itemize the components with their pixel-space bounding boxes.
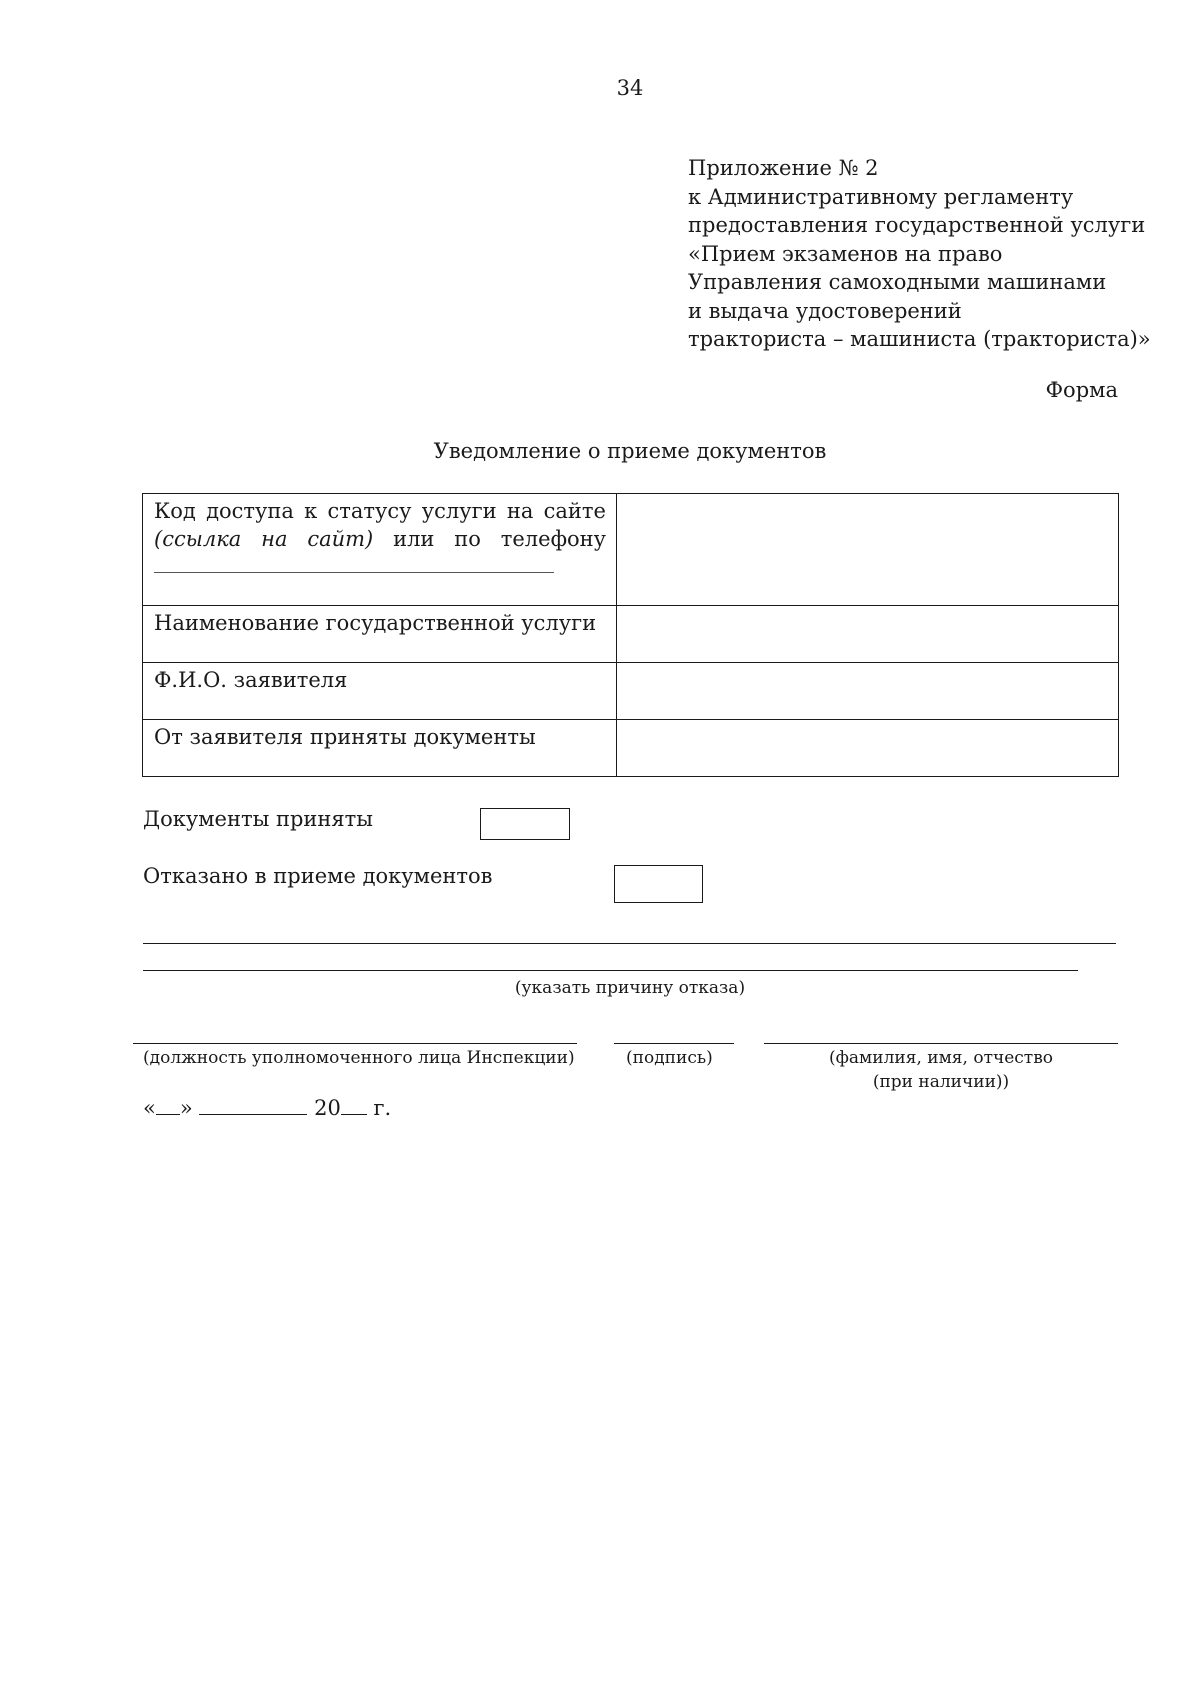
page-number: 34: [616, 76, 644, 100]
date-month-blank[interactable]: [199, 1096, 307, 1115]
label-word: или: [393, 527, 435, 551]
refusal-reason-caption: (указать причину отказа): [514, 978, 746, 998]
label-word: услуги: [421, 499, 497, 523]
documents-received-label-cell: [143, 720, 617, 777]
full-name-line[interactable]: [764, 1043, 1118, 1044]
full-name-caption-line-2: (при наличии)): [872, 1072, 1010, 1092]
table-row: [143, 494, 1119, 606]
appendix-header: [688, 154, 1151, 354]
label-word: на: [261, 527, 288, 551]
appendix-line: Приложение № 2: [688, 156, 879, 180]
applicant-name-label-cell: [143, 663, 617, 720]
service-name-label: Наименование государственной услуги: [154, 611, 597, 635]
refusal-reason-line-1[interactable]: [143, 943, 1116, 944]
applicant-name-value-cell[interactable]: [617, 663, 1119, 720]
access-code-blank-line[interactable]: [154, 572, 554, 573]
date-line: [143, 1096, 391, 1120]
date-day-blank[interactable]: [156, 1096, 180, 1115]
service-name-label-cell: [143, 606, 617, 663]
label-word: по: [454, 527, 481, 551]
documents-received-label: От заявителя приняты документы: [154, 725, 536, 749]
label-word: на: [506, 499, 534, 523]
label-word: к: [304, 499, 318, 523]
applicant-name-label: Ф.И.О. заявителя: [154, 668, 348, 692]
table-row: [143, 663, 1119, 720]
documents-refused-label: Отказано в приеме документов: [143, 864, 493, 888]
signature-caption: (подпись): [626, 1048, 713, 1068]
documents-accepted-label: Документы приняты: [143, 807, 373, 831]
document-title: Уведомление о приеме документов: [433, 439, 827, 463]
appendix-line: «Прием экзаменов на право: [688, 241, 1003, 266]
table-row: [143, 606, 1119, 663]
label-word: (ссылка: [154, 527, 242, 551]
label-word: Код: [154, 499, 196, 523]
date-open-quote: «: [143, 1096, 156, 1120]
access-code-value-cell[interactable]: [617, 494, 1119, 606]
table-row: [143, 720, 1119, 777]
label-word: телефону: [500, 527, 606, 551]
appendix-line: и выдача удостоверений: [688, 298, 962, 323]
signature-line[interactable]: [614, 1043, 734, 1044]
form-label: Форма: [1045, 378, 1118, 402]
access-code-label-cell: [143, 494, 617, 606]
refusal-reason-line-2[interactable]: [143, 970, 1078, 971]
appendix-line: Управления самоходными машинами: [688, 270, 1107, 294]
access-code-line-2: [154, 525, 606, 553]
full-name-caption-line-1: (фамилия, имя, отчество: [828, 1048, 1054, 1068]
documents-received-value-cell[interactable]: [617, 720, 1119, 777]
appendix-line: к Административному регламенту: [688, 184, 1074, 209]
date-year-blank[interactable]: [341, 1096, 367, 1115]
position-caption: (должность уполномоченного лица Инспекции): [143, 1048, 575, 1068]
label-word: статусу: [327, 499, 412, 523]
appendix-line: предоставления государственной услуги: [688, 213, 1146, 237]
notice-table: [142, 493, 1119, 777]
documents-accepted-checkbox[interactable]: [480, 808, 570, 840]
appendix-line: тракториста – машиниста (тракториста)»: [688, 327, 1151, 351]
label-word: сайт): [307, 527, 374, 551]
label-word: доступа: [206, 499, 294, 523]
service-name-value-cell[interactable]: [617, 606, 1119, 663]
date-year-suffix: г.: [373, 1096, 392, 1120]
label-word: сайте: [543, 499, 606, 523]
access-code-line-1: [154, 497, 606, 525]
date-year-prefix: 20: [314, 1096, 341, 1120]
position-line[interactable]: [133, 1043, 577, 1044]
documents-refused-checkbox[interactable]: [614, 865, 703, 903]
date-close-quote: »: [179, 1096, 193, 1120]
